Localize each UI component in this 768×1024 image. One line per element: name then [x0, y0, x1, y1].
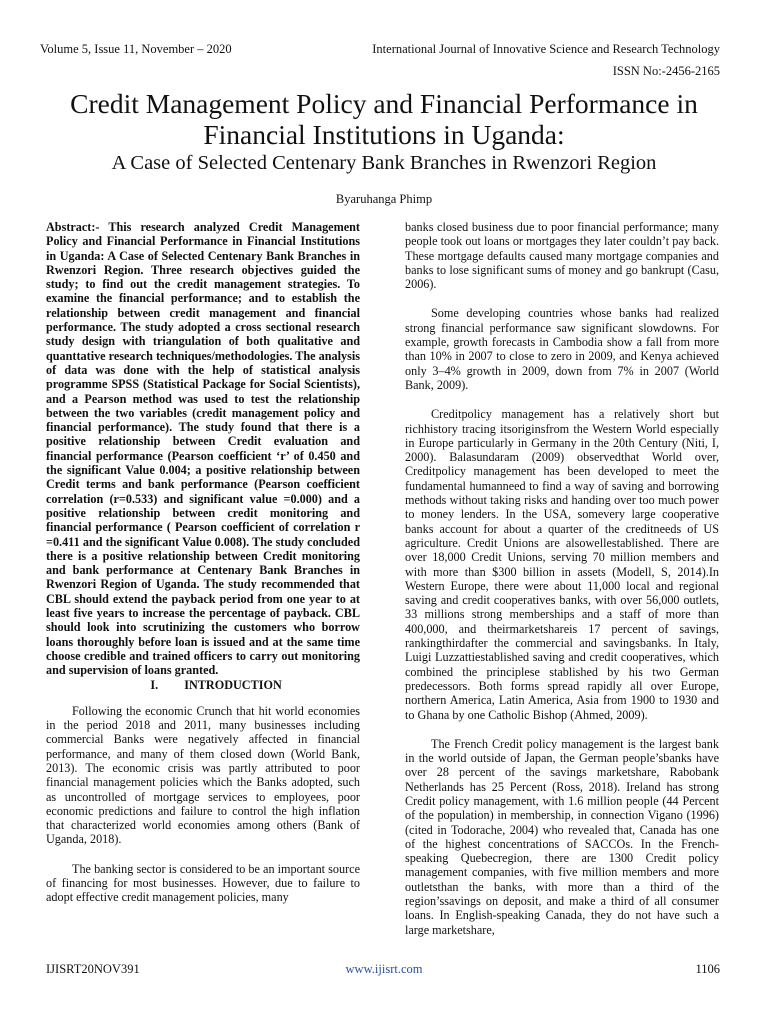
journal-name: International Journal of Innovative Science and Research Technology — [372, 42, 720, 56]
volume-info: Volume 5, Issue 11, November – 2020 — [40, 42, 232, 56]
paper-subtitle: A Case of Selected Centenary Bank Branches in Rwenzori Region — [111, 152, 657, 174]
section-heading — [46, 678, 360, 692]
paragraph: The French Credit policy management is the largest bank in the world outside of Japan, the German people’sbanks have over 28 percent of the savings marketshare, Rabobank Netherlands has 25 Percent (Ross, 2018). Ireland has strong Credit policy management, with 1.6 million people (44 Percent of the population) in membership, in connection Vigano (1996) (cited in Todorache, 2004) who revealed that, Canada has one of the highest concentrations of SACCOs. In the French-speaking Quebecregion, there are 1300 Credit policy management companies, with five million members and more outletsthan the banks, with more than a third of the region’ssavings on deposit, and make a third of all consumer loans. In English-speaking Canada, they do not have such a large marketshare, — [405, 736, 719, 937]
journal-website: www.ijisrt.com — [345, 962, 423, 976]
author-name: Byaruhanga Phimp — [335, 192, 433, 206]
paragraph: The banking sector is considered to be an important source of financing for most businesses. However, due to failure to adopt effective credit management policies, many — [46, 861, 360, 905]
paragraph-continued: banks closed business due to poor financial performance; many people took out loans or mortgages they later couldn’t pay back. These mortgage defaults caused many mortgage companies and banks to lose significant sums of money and go bankrupt (Casu, 2006). — [405, 220, 719, 292]
issn: ISSN No:-2456-2165 — [612, 64, 720, 78]
section-title: INTRODUCTION — [184, 677, 282, 692]
section-number: I. — [150, 677, 159, 692]
paragraph: Creditpolicy management has a relatively short but richhistory tracing itsoriginsfrom the Western World especially in Europe particularly in Germany in the 20th Century (Niti, I, 2000). Balasundaram (2009) observedthat World over, Creditpolicy management has been developed to meet the fundamental humanneed to find a way of saving and borrowing methods without taking risks and handing over too much power to money lenders. In the USA, somevery large cooperative banks account for about a quarter of the creditneeds of US agriculture. Credit Unions are alsowellestablished. There are over 18,000 Credit Unions, serving 70 million members and with more than $300 billion in assets (Modell, S, 2014).In Western Europe, there were about 11,000 local and regional saving and credit cooperatives banks, with over 56,000 outlets, 33 millions strong memberships and a staff of more than 400,000, and theirmarketshareis 17 percent of savings, rankingthirdafter the commercial and savingsbanks. In Italy, Luigi Luzzattiestablished saving and credit cooperatives, which combined the principlese stablished by his two German predecessors. Both forms spread rapidly all over Europe, northern America, Latin America, Asia from 1900 to 1930 and to Ghana by one Catholic Bishop (Ahmed, 2009). — [405, 407, 719, 722]
abstract: Abstract:- This research analyzed Credit Management Policy and Financial Performance in Financial Institutions in Uganda: A Case of Selected Centenary Bank Branches in Rwenzori Region. Three research objectives guided the study; to find out the credit management strategies. To examine the financial performance; and to establish the relationship between credit management and financial performance. The study adopted a cross sectional research study design with triangulation of both qualitative and quanttative research techniques/methodologies. The analysis of data was done with the help of statistical analysis programme SPSS (Statistical Package for Social Scientists), and a Pearson method was used to test the relationship between the two variables (credit management policy and financial performance). The study found that there is a positive relationship between Credit evaluation and financial performance (Pearson coefficient ‘r’ of 0.450 and the significant Value 0.004; a positive relationship between Credit terms and bank performance (Pearson coefficient correlation (r=0.533) and significant value =0.000) and a positive relationship between credit monitoring and financial performance ( Pearson coefficient of correlation r =0.411 and the significant Value 0.008). The study concluded there is a positive relationship between Credit monitoring and bank performance at Centenary Bank Branches in Rwenzori Region of Uganda. The study recommended that CBL should extend the payback period from one year to at least five years to increase the percentage of payback. CBL should look into scrutinizing the customers who borrow loans thoroughly before loan is issued and at the same time choose credible and trained officers to carry out monitoring and supervision of loans granted. — [46, 220, 360, 678]
paper-title: Credit Management Policy and Financial Performance in Financial Institutions in Uganda: — [70, 88, 698, 150]
paragraph: Following the economic Crunch that hit world economies in the period 2018 and 2011, many businesses including commercial Banks were negatively affected in financial performance, and many of them closed down (World Bank, 2013). The economic crisis was partly attributed to poor financial management policies which the Banks adopted, such as uncontrolled of mortgage services to employees, poor economic predictions and failure to control the high inflation that characterized world economies among others (Bank of Uganda, 2018). — [46, 703, 360, 847]
paragraph: Some developing countries whose banks had realized strong financial performance saw significant slowdowns. For example, growth forecasts in Cambodia show a fall from more than 10% in 2007 to close to zero in 2009, and Kenya achieved only 3–4% growth in 2009, down from 7% in 2007 (World Bank, 2009). — [405, 306, 719, 392]
left-column — [46, 220, 360, 920]
page-number: 1106 — [695, 962, 720, 976]
paper-id: IJISRT20NOV391 — [46, 962, 140, 976]
right-column — [405, 220, 719, 952]
